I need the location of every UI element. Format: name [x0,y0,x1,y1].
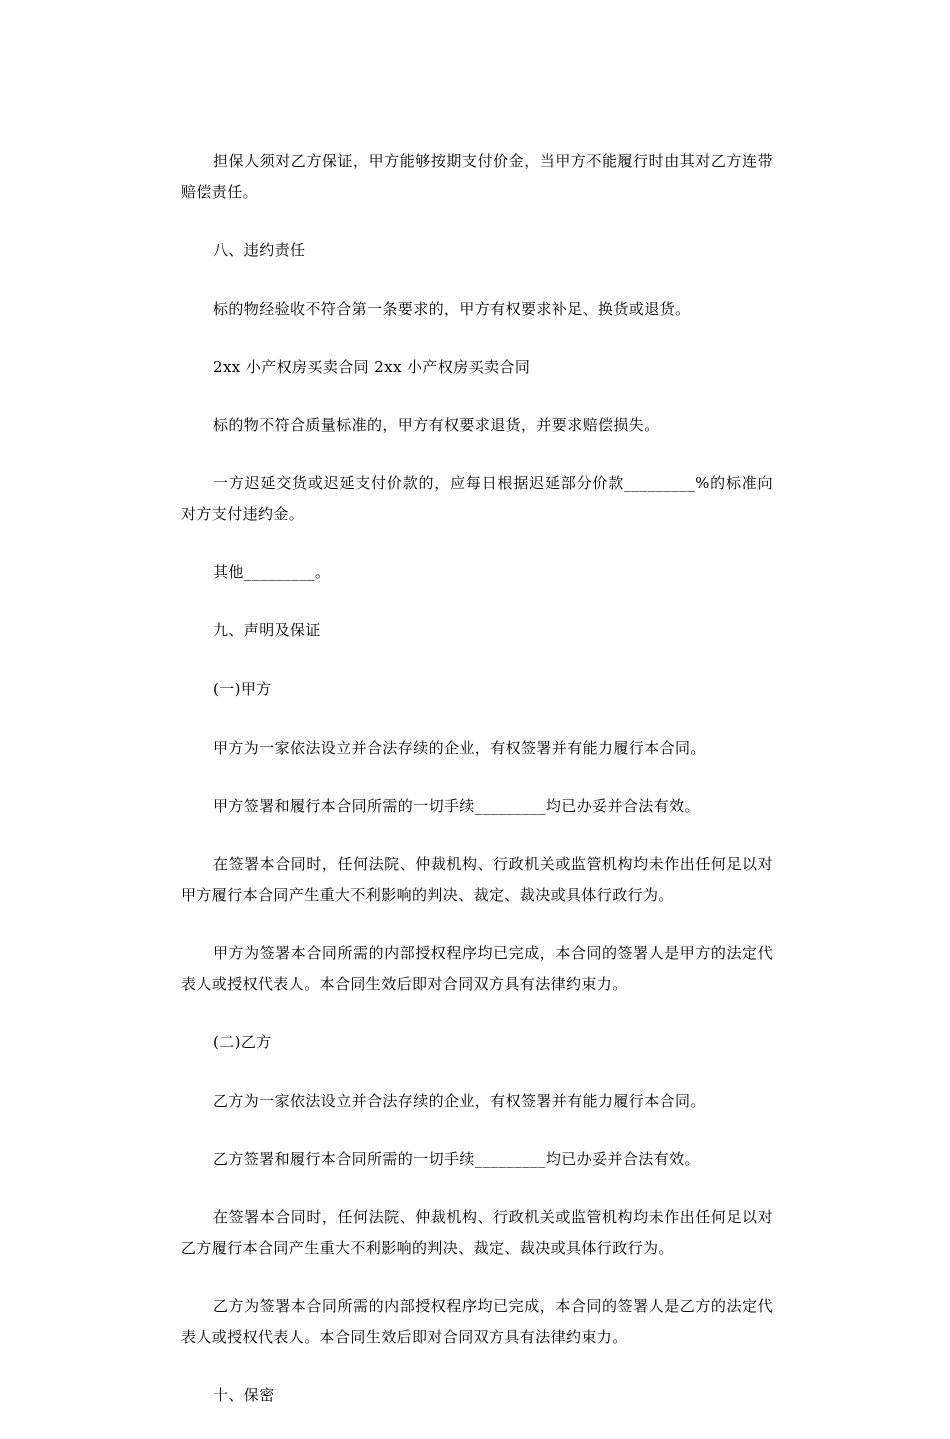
paragraph-party-b-3: 在签署本合同时，任何法院、仲裁机构、行政机关或监管机构均未作出任何足以对乙方履行本合同产生重大不利影响的判决、裁定、裁决或具体行政行为。 [181,1208,773,1257]
paragraph-breach-1: 标的物经验收不符合第一条要求的，甲方有权要求补足、换货或退货。 [213,300,691,318]
paragraph-party-b-4: 乙方为签署本合同所需的内部授权程序均已完成，本合同的签署人是乙方的法定代表人或授权代表人。本合同生效后即对合同双方具有法律约束力。 [181,1297,773,1346]
section-heading-warranties: 九、声明及保证 [213,621,321,639]
document-body [181,146,773,1439]
section-heading-breach: 八、违约责任 [213,241,306,259]
paragraph-breach-3: 一方迟延交货或迟延支付价款的，应每日根据迟延部分价款_________%的标准向对方支付违约金。 [181,474,773,523]
paragraph-party-b-1: 乙方为一家依法设立并合法存续的企业，有权签署并有能力履行本合同。 [213,1092,706,1110]
paragraph-other: 其他_________。 [213,563,331,581]
subheading-party-a: (一)甲方 [213,680,272,698]
paragraph-party-b-2: 乙方签署和履行本合同所需的一切手续_________均已办妥并合法有效。 [213,1150,700,1168]
section-heading-confidentiality: 十、保密 [213,1386,275,1404]
paragraph-guarantor: 担保人须对乙方保证，甲方能够按期支付价金，当甲方不能履行时由其对乙方连带赔偿责任。 [181,152,773,201]
paragraph-party-a-4: 甲方为签署本合同所需的内部授权程序均已完成，本合同的签署人是甲方的法定代表人或授权代表人。本合同生效后即对合同双方具有法律约束力。 [181,944,773,993]
paragraph-party-a-1: 甲方为一家依法设立并合法存续的企业，有权签署并有能力履行本合同。 [213,739,706,757]
paragraph-breach-2: 标的物不符合质量标准的，甲方有权要求退货，并要求赔偿损失。 [213,416,660,434]
paragraph-party-a-3: 在签署本合同时，任何法院、仲裁机构、行政机关或监管机构均未作出任何足以对甲方履行本合同产生重大不利影响的判决、裁定、裁决或具体行政行为。 [181,855,773,904]
paragraph-title-repeat: 2xx 小产权房买卖合同 2xx 小产权房买卖合同 [213,358,531,376]
paragraph-party-a-2: 甲方签署和履行本合同所需的一切手续_________均已办妥并合法有效。 [213,797,700,815]
subheading-party-b: (二)乙方 [213,1033,272,1051]
